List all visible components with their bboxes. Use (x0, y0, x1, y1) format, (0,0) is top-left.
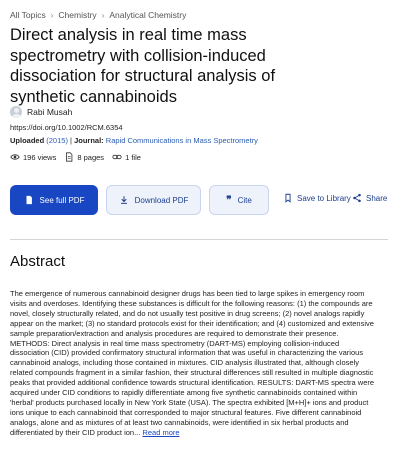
abstract-text (10, 289, 378, 438)
paper-title: Direct analysis in real time mass spectrometry with collision-induced dissociation for structural analysis of synthetic cannabinoids (10, 26, 276, 106)
cite-label: Cite (237, 195, 252, 205)
doi-link[interactable]: https://doi.org/10.1002/RCM.6354 (10, 123, 123, 132)
files-count: 1 file (125, 152, 141, 162)
see-full-pdf-button[interactable] (10, 185, 98, 215)
journal-label: Journal: (74, 136, 104, 145)
breadcrumb-chevron-icon: › (101, 10, 105, 20)
author-row[interactable] (10, 106, 72, 118)
bookmark-icon (283, 193, 293, 203)
breadcrumb-chemistry[interactable]: Chemistry (58, 10, 97, 20)
uploaded-label: Uploaded (10, 136, 45, 145)
section-divider (10, 239, 388, 240)
save-to-library-button[interactable] (283, 193, 351, 203)
views-stat (10, 152, 56, 162)
download-pdf-button[interactable] (106, 185, 201, 215)
breadcrumb (10, 10, 186, 20)
read-more-link[interactable]: Read more (142, 427, 180, 437)
save-to-library-label: Save to Library (297, 193, 351, 203)
share-button[interactable] (352, 193, 387, 203)
eye-icon (10, 152, 20, 162)
document-icon (24, 195, 34, 205)
abstract-body: The emergence of numerous cannabinoid designer drugs has been tied to large spikes in emergency room visits and overdoses. Identifying these substances is difficult for the following reasons: (1) the compounds are novel, closely structurally related, and do not usually test positive in drug screens; (2) novel analogs rapidly appear on the market; (3) no standard protocols exist for their identification; and (4) customized and extensive sample preparation/extraction and analysis procedures are required to demonstrate their presence. METHODS: Direct analysis in real time mass spectrometry (DART-MS) employing collision-induced dissociation (CID) provided confirmatory structural information that was useful in characterizing the various cannabinoid analogs, including those contained in mixtures. CID analysis illustrated that, although closely related compounds fragment in a similar fashion, their structural differences still resulted in multiple diagnostic peaks that provided additional confidence towards structural identification. RESULTS: DART-MS spectra were acquired under CID conditions to rapidly differentiate among five synthetic cannabinoids contained within 'herbal' products purchased locally in New York State (USA). The spectra exhibited [M+H]+ ions and product ions unique to each cannabinoid that corresponded to major structural features. Five different cannabinoid analogs, alone and as mixtures of at least two cannabinoids, were identified in six herbal products and differentiated by their CID product ion... (10, 289, 375, 437)
share-icon (352, 193, 362, 203)
pages-stat (64, 152, 104, 162)
download-icon (119, 195, 129, 205)
quote-icon: ❞ (226, 194, 232, 206)
meta-separator: | (70, 136, 72, 145)
uploaded-value: (2015) (46, 136, 68, 145)
views-count: 196 views (23, 152, 57, 162)
download-pdf-label: Download PDF (134, 195, 189, 205)
cite-button[interactable] (209, 185, 269, 215)
breadcrumb-analytical-chemistry[interactable]: Analytical Chemistry (109, 10, 187, 20)
share-label: Share (366, 193, 388, 203)
paper-stats (10, 152, 141, 162)
files-stat (112, 152, 141, 162)
breadcrumb-all-topics[interactable]: All Topics (10, 10, 46, 20)
pages-count: 8 pages (77, 152, 105, 162)
see-full-pdf-label: See full PDF (39, 195, 85, 205)
paper-meta (10, 136, 258, 145)
link-icon (112, 152, 122, 162)
journal-name[interactable]: Rapid Communications in Mass Spectrometry (105, 136, 258, 145)
document-icon (64, 152, 74, 162)
breadcrumb-chevron-icon: › (50, 10, 54, 20)
author-name[interactable]: Rabi Musah (27, 107, 73, 117)
avatar (10, 106, 22, 118)
abstract-heading: Abstract (10, 253, 66, 270)
